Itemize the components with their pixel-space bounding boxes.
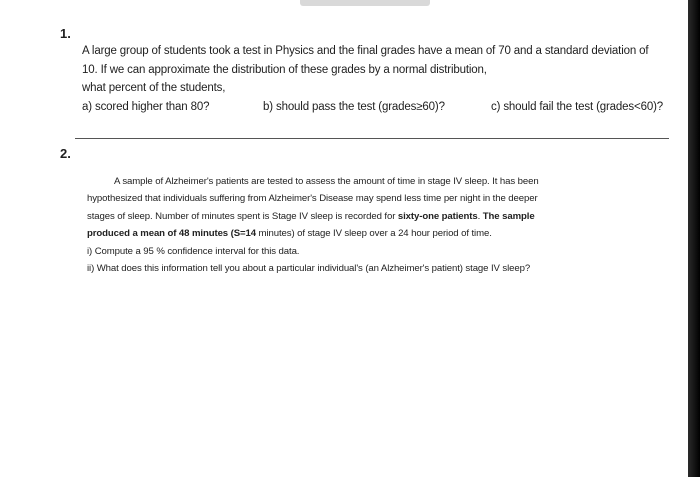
scan-edge [688,0,700,477]
question-2-line-2: hypothesized that individuals suffering from Alzheimer's Disease may spend less time per night in the deeper [87,193,538,205]
question-1-part-b: b) should pass the test (grades≥60)? [263,100,445,113]
question-2-line-3-mid: . [477,210,483,222]
question-1-line-3: what percent of the students, [82,82,226,94]
question-2-line-4 [87,225,677,242]
question-2-sample-size: sixty-one patients [397,210,478,222]
question-1-number: 1. [60,26,71,41]
question-2-sample-label: The sample [482,210,535,222]
question-2-part-i: i) Compute a 95 % confidence interval for this data. [87,245,300,257]
question-1-line-1: A large group of students took a test in Physics and the final grades have a mean of 70 and a standard deviation of [82,45,649,57]
question-2-line-4-post: minutes) of stage IV sleep over a 24 hour period of time. [255,228,492,240]
question-2-line-3-pre: stages of sleep. Number of minutes spent is Stage IV sleep is recorded for [87,210,398,222]
question-1-part-c: c) should fail the test (grades<60)? [491,100,663,113]
question-2-number: 2. [60,146,71,161]
section-divider [75,138,669,139]
question-1-parts [82,98,682,117]
question-1-line-2: 10. If we can approximate the distribution of these grades by a normal distribution, [82,63,487,76]
question-2-part-ii: ii) What does this information tell you about a particular individual's (an Alzheimer's patient) stage IV sleep? [87,263,531,275]
question-2-line-1: A sample of Alzheimer's patients are tested to assess the amount of time in stage IV sleep. It has been [114,176,539,187]
question-2-text [87,173,677,277]
question-2-sample-stats: produced a mean of 48 minutes (S=14 [87,228,256,240]
question-1-part-a: a) scored higher than 80? [82,100,210,113]
scan-artifact [300,0,430,6]
question-1-text [82,42,682,116]
question-2-line-3 [87,208,677,225]
